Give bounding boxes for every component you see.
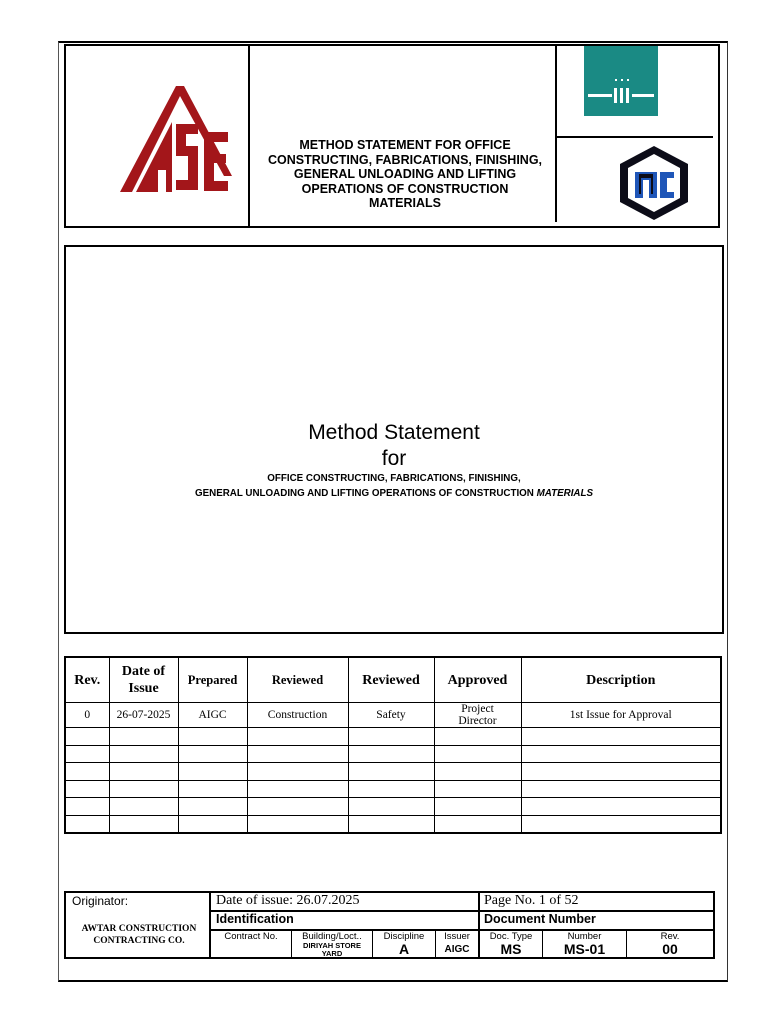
table-row-empty	[65, 728, 721, 746]
document-number-label: Document Number	[484, 912, 596, 926]
building-label: Building/Loct..	[302, 931, 362, 942]
header-title-line: OPERATIONS OF CONSTRUCTION	[301, 181, 509, 196]
document-footer	[64, 891, 715, 959]
table-cell: Construction	[247, 703, 348, 728]
doc-type-value: MS	[500, 941, 522, 957]
page-number: Page No. 1 of 52	[484, 893, 579, 908]
table-row-empty	[65, 745, 721, 763]
table-row-empty	[65, 798, 721, 816]
column-header-date: Date of Issue	[109, 657, 178, 703]
discipline-label: Discipline	[383, 931, 425, 942]
rev-value: 00	[662, 941, 678, 957]
footer-divider	[209, 893, 211, 959]
cover-title-for: for	[381, 447, 407, 470]
document-header	[64, 44, 720, 228]
header-divider	[557, 136, 713, 138]
table-cell: Project Director	[434, 703, 521, 728]
header-divider	[555, 46, 557, 222]
table-cell: 1st Issue for Approval	[521, 703, 721, 728]
header-divider	[248, 46, 250, 226]
discipline-value: A	[398, 941, 410, 957]
contract-no-label: Contract No.	[224, 931, 278, 942]
column-header-reviewed: Reviewed	[247, 657, 348, 703]
doc-type-label: Doc. Type	[489, 931, 533, 942]
hexagon-logo	[618, 144, 690, 222]
revision-table	[64, 656, 722, 834]
column-header-rev: Rev.	[65, 657, 109, 703]
cover-title: Method Statement	[308, 421, 480, 444]
table-cell: Safety	[348, 703, 434, 728]
rev-label: Rev.	[660, 931, 680, 942]
header-title-line: GENERAL UNLOADING AND LIFTING	[293, 167, 517, 181]
column-header-description: Description	[521, 657, 721, 703]
building-value: DIRIYAH STORE YARD	[303, 941, 361, 958]
table-row	[65, 703, 721, 728]
date-of-issue: Date of issue: 26.07.2025	[216, 893, 360, 908]
number-label: Number	[567, 931, 602, 942]
cover-subtitle	[66, 486, 722, 501]
originator-label: Originator:	[72, 894, 129, 908]
identification-label: Identification	[216, 912, 294, 926]
document-cover	[64, 245, 724, 634]
table-cell: 0	[65, 703, 109, 728]
table-row-empty	[65, 763, 721, 781]
header-title-line: CONSTRUCTING, FABRICATIONS, FINISHING,	[267, 152, 543, 167]
table-header-row	[65, 657, 721, 703]
table-cell: 26-07-2025	[109, 703, 178, 728]
header-title-line: METHOD STATEMENT FOR OFFICE	[299, 138, 511, 152]
column-header-reviewed: Reviewed	[348, 657, 434, 703]
table-cell: AIGC	[178, 703, 247, 728]
cover-subtitle: OFFICE CONSTRUCTING, FABRICATIONS, FINISHING,	[267, 473, 521, 484]
issuer-label: Issuer	[444, 931, 470, 942]
cover-subtitle-text: GENERAL UNLOADING AND LIFTING OPERATIONS OF CONSTRUCTION	[194, 488, 537, 499]
cover-subtitle-italic: MATERIALS	[536, 488, 594, 499]
issuer-value: AIGC	[444, 944, 470, 955]
number-value: MS-01	[563, 941, 606, 957]
table-row-empty	[65, 815, 721, 833]
column-header-approved: Approved	[434, 657, 521, 703]
ase-logo	[120, 84, 232, 196]
table-row-empty	[65, 780, 721, 798]
originator-company: AWTAR CONSTRUCTION CONTRACTING CO.	[81, 924, 197, 946]
teal-logo	[584, 46, 658, 116]
header-title-line: MATERIALS	[369, 196, 441, 210]
header-title	[258, 138, 552, 211]
column-header-prepared: Prepared	[178, 657, 247, 703]
